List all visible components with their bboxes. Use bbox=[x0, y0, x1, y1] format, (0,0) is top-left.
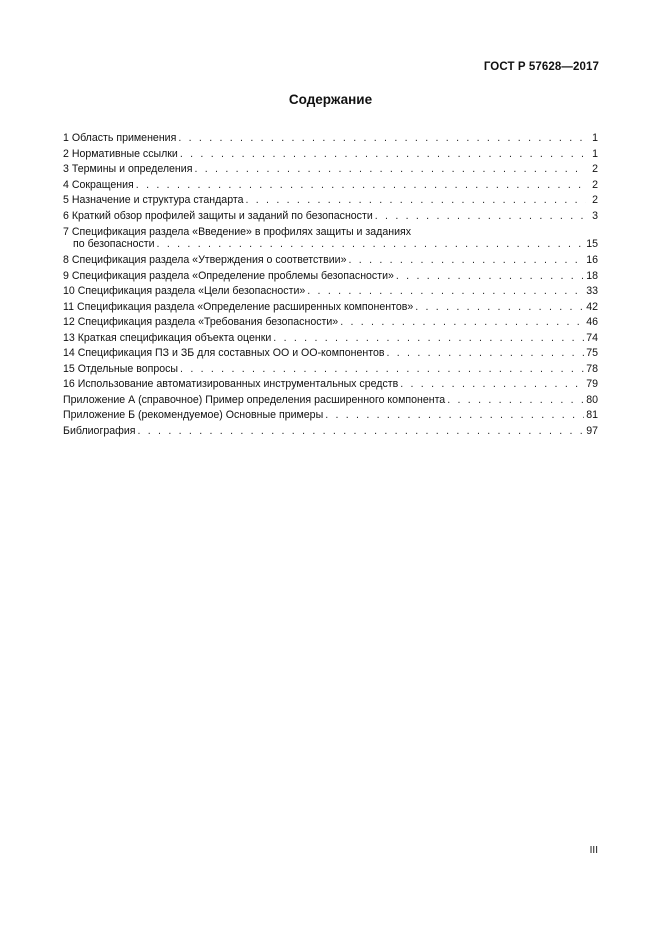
toc-entry-text: 3 Термины и определения bbox=[63, 163, 193, 175]
dot-leader bbox=[325, 408, 584, 424]
toc-entry-page: 42 bbox=[586, 300, 598, 313]
toc-entry-7[interactable] bbox=[63, 226, 598, 250]
toc-entry-page: 16 bbox=[586, 254, 598, 266]
standard-number-header: ГОСТ Р 57628—2017 bbox=[483, 61, 599, 73]
toc-entry-page: 1 bbox=[592, 132, 598, 144]
toc-entry-text: 15 Отдельные вопросы bbox=[63, 362, 179, 375]
toc-entry-text: 6 Краткий обзор профилей защиты и заданий по безопасности bbox=[63, 209, 373, 222]
page-number: III bbox=[589, 845, 598, 856]
toc-entry-page: 46 bbox=[586, 316, 598, 328]
dot-leader bbox=[273, 331, 584, 347]
toc-entry-text: 9 Спецификация раздела «Определение проблемы безопасности» bbox=[63, 269, 394, 282]
toc-entry-text: 8 Спецификация раздела «Утверждения о соответствии» bbox=[63, 254, 347, 266]
toc-entry-page: 78 bbox=[586, 362, 598, 375]
toc-entry-12[interactable] bbox=[63, 315, 598, 331]
dot-leader bbox=[180, 362, 584, 378]
toc-entry-page: 2 bbox=[592, 178, 598, 191]
toc-entry-page: 80 bbox=[586, 393, 598, 406]
toc-entry-text-continuation: по безопасности bbox=[73, 238, 155, 250]
toc-entry-text: 13 Краткая спецификация объекта оценки bbox=[63, 331, 272, 344]
toc-entry-15[interactable] bbox=[63, 362, 598, 378]
dot-leader bbox=[307, 284, 584, 300]
toc-entry-14[interactable] bbox=[63, 346, 598, 362]
toc-entry-13[interactable] bbox=[63, 331, 598, 347]
toc-entry-text: 10 Спецификация раздела «Цели безопасности» bbox=[63, 285, 306, 297]
toc-entry-11[interactable] bbox=[63, 300, 598, 316]
toc-entry-page: 33 bbox=[586, 285, 598, 297]
toc-entry-page: 2 bbox=[592, 194, 598, 206]
toc-entry-6[interactable] bbox=[63, 209, 598, 225]
toc-entry-3[interactable] bbox=[63, 162, 598, 178]
toc-entry-text: 11 Спецификация раздела «Определение расширенных компонентов» bbox=[63, 300, 414, 313]
toc-entry-text: 14 Спецификация ПЗ и ЗБ для составных ОО и ОО-компонентов bbox=[63, 347, 385, 359]
toc-entry-9[interactable] bbox=[63, 269, 598, 285]
toc-entry-page: 97 bbox=[586, 424, 598, 437]
toc-entry-text: 12 Спецификация раздела «Требования безопасности» bbox=[63, 316, 339, 328]
dot-leader bbox=[386, 346, 584, 362]
dot-leader bbox=[349, 253, 585, 269]
toc-entry-1[interactable] bbox=[63, 131, 598, 147]
dot-leader bbox=[400, 377, 584, 393]
dot-leader bbox=[245, 193, 586, 209]
toc-entry-page: 75 bbox=[586, 347, 598, 359]
toc-entry-page: 81 bbox=[586, 409, 598, 421]
dot-leader bbox=[137, 424, 584, 440]
toc-entry-page: 15 bbox=[586, 238, 598, 250]
dot-leader bbox=[375, 209, 586, 225]
toc-entry-8[interactable] bbox=[63, 253, 598, 269]
dot-leader bbox=[415, 300, 584, 316]
toc-entry-bibliography[interactable] bbox=[63, 424, 598, 440]
toc-entry-5[interactable] bbox=[63, 193, 598, 209]
toc-entry-text: Приложение А (справочное) Пример определения расширенного компонента bbox=[63, 393, 446, 406]
toc-title: Содержание bbox=[288, 92, 373, 107]
dot-leader bbox=[180, 147, 586, 163]
toc-entry-4[interactable] bbox=[63, 178, 598, 194]
toc-entry-text: 1 Область применения bbox=[63, 132, 177, 144]
toc-entry-2[interactable] bbox=[63, 147, 598, 163]
dot-leader bbox=[178, 131, 586, 147]
toc-entry-text: Приложение Б (рекомендуемое) Основные примеры bbox=[63, 409, 324, 421]
dot-leader bbox=[396, 269, 584, 285]
toc-entry-16[interactable] bbox=[63, 377, 598, 393]
dot-leader bbox=[447, 393, 584, 409]
toc-entry-text: 16 Использование автоматизированных инструментальных средств bbox=[63, 378, 399, 390]
toc-entry-page: 18 bbox=[586, 269, 598, 282]
table-of-contents bbox=[63, 131, 598, 439]
dot-leader bbox=[136, 178, 586, 194]
toc-entry-text: 4 Сокращения bbox=[63, 178, 134, 191]
toc-entry-page: 3 bbox=[592, 209, 598, 222]
toc-entry-text: 7 Спецификация раздела «Введение» в профилях защиты и заданиях bbox=[63, 226, 412, 238]
toc-entry-page: 79 bbox=[586, 378, 598, 390]
toc-entry-text: 5 Назначение и структура стандарта bbox=[63, 194, 244, 206]
toc-entry-text: Библиография bbox=[63, 424, 136, 437]
toc-entry-10[interactable] bbox=[63, 284, 598, 300]
toc-entry-text: 2 Нормативные ссылки bbox=[63, 147, 178, 160]
dot-leader bbox=[157, 238, 585, 250]
toc-entry-appendix-b[interactable] bbox=[63, 408, 598, 424]
toc-entry-appendix-a[interactable] bbox=[63, 393, 598, 409]
toc-entry-page: 1 bbox=[592, 147, 598, 160]
dot-leader bbox=[340, 315, 584, 331]
toc-entry-page: 2 bbox=[592, 163, 598, 175]
dot-leader bbox=[194, 162, 586, 178]
toc-entry-page: 74 bbox=[586, 331, 598, 344]
